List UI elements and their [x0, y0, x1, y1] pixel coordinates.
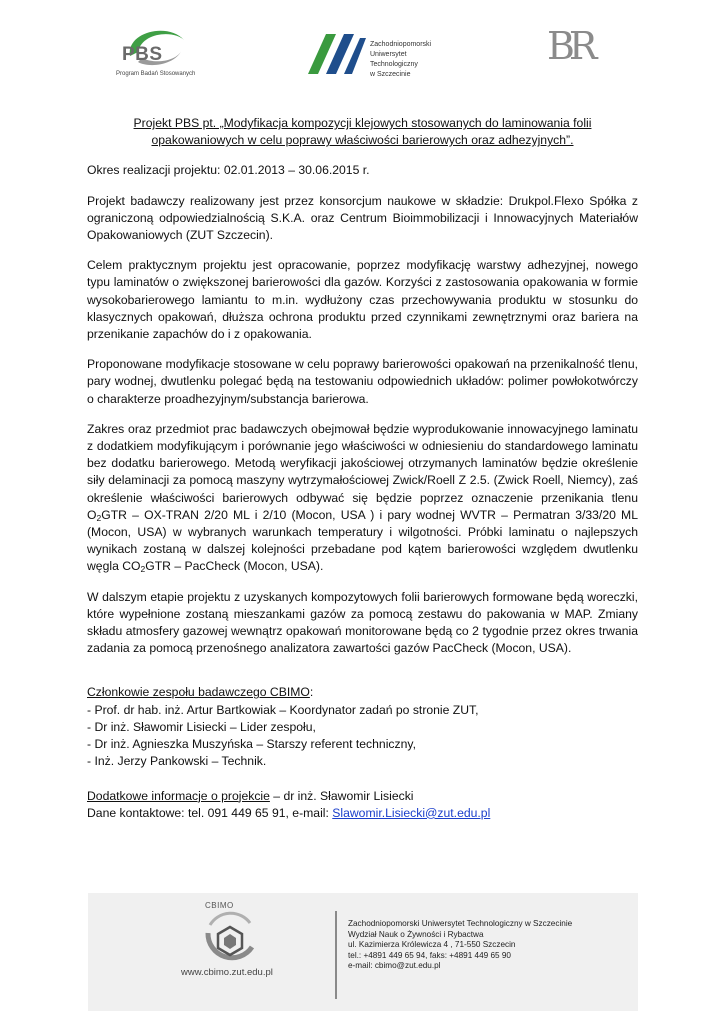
contact-section — [87, 788, 638, 822]
paragraph-consortium: Projekt badawczy realizowany jest przez konsorcjum naukowe w składzie: Drukpol.Flexo Spółka z ograniczoną odpowiedzialnością S.K.A. oraz Centrum Bioimmobilizacji i Innowacyjnych Materiałów Opakowaniowych (ZUT Szczecin). — [87, 193, 638, 243]
pbs-logo-text: PBS — [122, 44, 163, 65]
paragraph-goal: Celem praktycznym projektu jest opracowanie, poprzez modyfikację warstwy adhezyjnej, nowego typu laminatów o zwiększonej barierowości dla gazów. Korzyści z zastosowania opakowania w formie wysokobarierowego lamiantu to m.in. wydłużony czas przechowywania produktu w stosunku do klasycznych opakowań, dłuższa ochrona produktu przed czynnikami zewnętrznymi oraz bariera na przenikanie zapachów do i z opakowania. — [87, 258, 638, 342]
contact-line-2 — [87, 805, 638, 822]
pbs-logo — [108, 22, 198, 84]
team-member: - Prof. dr hab. inż. Artur Bartkowiak – Koordynator zadań po stronie ZUT, — [87, 702, 479, 717]
zut-stripes-icon — [302, 30, 368, 76]
address-line: Zachodniopomorski Uniwersytet Technologiczny w Szczecinie — [348, 919, 573, 928]
contact-phone-text: Dane kontaktowe: tel. 091 449 65 91, e-mail: — [87, 805, 333, 820]
footer-banner — [88, 893, 638, 1011]
contact-email-link[interactable]: Slawomir.Lisiecki@zut.edu.pl — [332, 805, 491, 820]
cbimo-molecule-icon — [200, 903, 260, 975]
cbimo-url: www.cbimo.zut.edu.pl — [181, 967, 273, 978]
team-member: - Dr inż. Sławomir Lisiecki – Lider zespołu, — [87, 719, 316, 734]
project-period: Okres realizacji projektu: 02.01.2013 – 30.06.2015 r. — [87, 163, 370, 178]
team-member: - Inż. Jerzy Pankowski – Technik. — [87, 754, 267, 769]
scope-text-a: Zakres oraz przedmiot prac badawczych obejmował będzie wyprodukowanie innowacyjnego laminatu z dodatkiem modyfikującym i porównanie jego właściwości w odniesieniu do standardowego laminatu bez dodatku barierowego. Metodą weryfikacji jakościowej otrzymanych laminatów będzie określenie siły delaminacji za pomocą maszyny wytrzymałościowej Zwick/Roell Z 2.5. (Zwick Roell, Niemcy), zaś określenie właściwości barierowych odbywać się będzie poprzez oznaczenie przenikania tlenu O — [87, 421, 638, 522]
address-line: tel.: +4891 449 65 94, faks: +4891 449 65 90 — [348, 950, 511, 960]
contact-line-1 — [87, 788, 638, 805]
contact-person: – dr inż. Sławomir Lisiecki — [269, 788, 414, 803]
address-line: ul. Kazimierza Królewicza 4 , 71-550 Szczecin — [348, 940, 516, 950]
footer-divider — [335, 911, 337, 999]
project-title: Projekt PBS pt. „Modyfikacja kompozycji klejowych stosowanych do laminowania folii opakowaniowych w celu poprawy właściwości barierowych oraz adhezyjnych”. — [133, 116, 592, 148]
oxygen-subscript: 2 — [96, 512, 102, 523]
paragraph-scope — [87, 421, 638, 576]
team-member: - Dr inż. Agnieszka Muszyńska – Starszy referent techniczny, — [87, 737, 416, 752]
scope-text-c: GTR – PacCheck (Mocon, USA). — [145, 559, 324, 574]
contact-label: Dodatkowe informacje o projekcie — [87, 788, 270, 803]
paragraph-next-stage: W dalszym etapie projektu z uzyskanych kompozytowych folii barierowych formowane będą woreczki, które wypełnione zostaną mieszankami gazów za pomocą zestawu do pakowania w MAP. Zmiany składu atmosfery gazowej wewnątrz opakowań monitorowane będą co 2 tygodnie przez okres trwania zadania za pomocą przenośnego analizatora zawartości gazów PacCheck (Mocon, USA). — [87, 589, 638, 656]
paragraph-modifications: Proponowane modyfikacje stosowane w celu poprawy barierowości opakowań na przenikalność tlenu, pary wodnej, dwutlenku polegać będą na testowaniu odpowiednich układów: polimer powłokotwórczy o charakterze proadhezyjnym/substancja barierowa. — [87, 357, 638, 406]
zut-line: w Szczecinie — [370, 71, 411, 78]
address-line: e-mail: cbimo@zut.edu.pl — [348, 961, 441, 971]
document-body — [87, 115, 638, 822]
team-heading-text: Członkowie zespołu badawczego CBIMO — [87, 685, 310, 700]
br-logo-text: BR — [547, 24, 592, 68]
team-heading-colon: : — [309, 685, 314, 700]
scope-text-b: GTR – OX-TRAN 2/20 ML i 2/10 (Mocon, USA ) i pary wodnej WVTR – Permatran 3/33/20 ML (Mocon, USA) w wybranych warunkach temperatury i wilgotności. Próbki laminatu o najlepszych wynikach zostaną w dalszej kolejności przebadane pod kątem barierowości względem dwutlenku węgla CO — [87, 507, 638, 574]
zut-logo — [302, 30, 452, 88]
co2-subscript: 2 — [140, 564, 146, 575]
team-heading — [87, 684, 638, 701]
header-logos — [0, 18, 724, 88]
cbimo-name: CBIMO — [205, 901, 234, 910]
zut-logo-text — [370, 40, 431, 80]
footer-address — [348, 919, 572, 972]
team-section — [87, 684, 638, 770]
zut-line: Zachodniopomorski — [370, 41, 432, 48]
zut-line: Uniwersytet — [370, 51, 407, 58]
address-line: Wydział Nauk o Żywności i Rybactwa — [348, 929, 484, 939]
br-logo — [543, 24, 613, 76]
pbs-logo-subtitle: Program Badań Stosowanych — [116, 71, 196, 77]
zut-line: Technologiczny — [370, 61, 418, 68]
